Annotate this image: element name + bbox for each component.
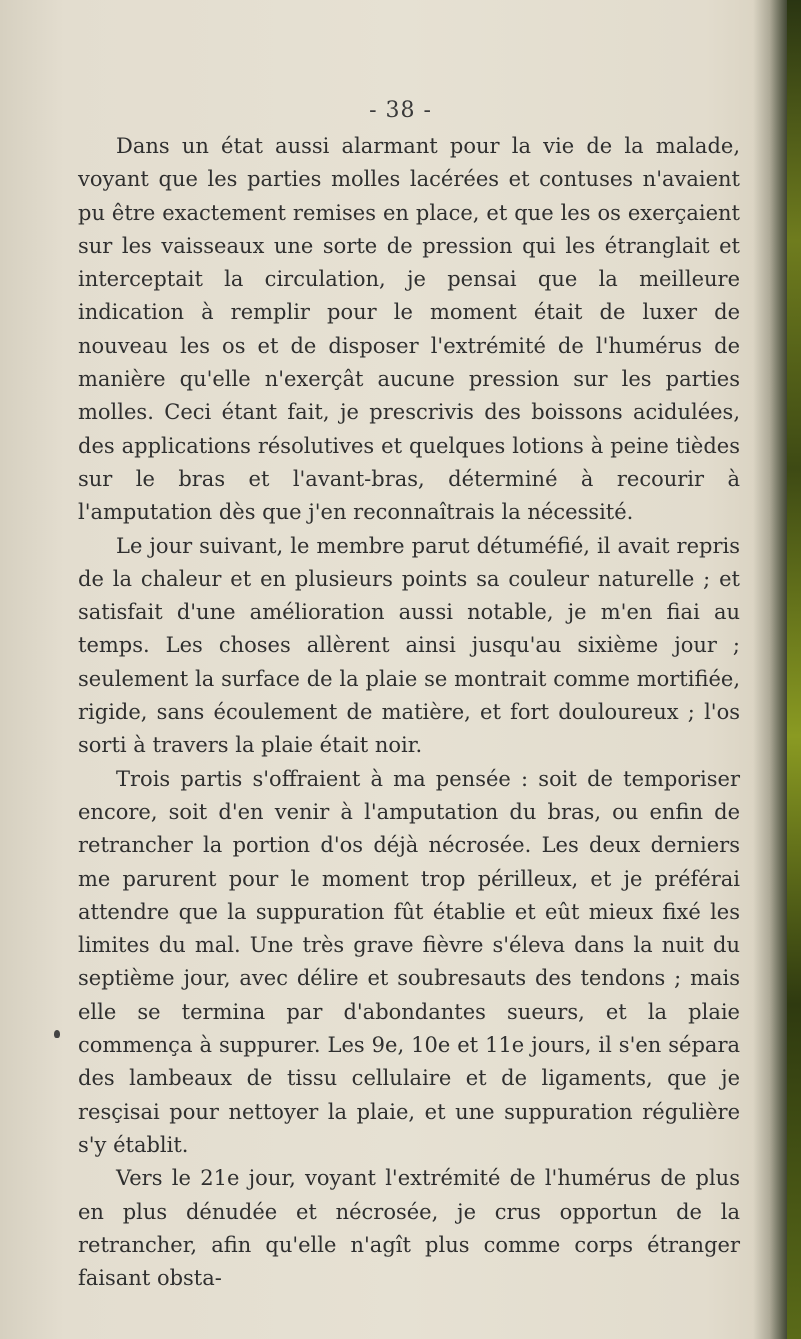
binding-edge xyxy=(787,0,801,1339)
ink-mark xyxy=(54,1030,60,1038)
paragraph-1: Dans un état aussi alarmant pour la vie de la malade, voyant que les parties molles lacérées et contuses n'avaient pu être exactement remises en place, et que les os exerçaient sur les vaisseaux une sorte de pression qui les étranglait et interceptait la circulation, je pensai que la meilleure indication à remplir pour le moment était de luxer de nouveau les os et de disposer l'extrémité de l'humérus de manière qu'elle n'exerçât aucune pression sur les parties molles. Ceci étant fait, je prescrivis des boissons acidulées, des applications résolutives et quelques lotions à peine tièdes sur le bras et l'avant-bras, déterminé à recourir à l'amputation dès que j'en reconnaîtrais la nécessité. xyxy=(78,134,740,525)
page-number: - 38 - xyxy=(369,98,432,123)
body-text xyxy=(78,130,740,1295)
paragraph-4: Vers le 21e jour, voyant l'extrémité de l'humérus de plus en plus dénudée et nécrosée, je crus opportun de la retrancher, afin qu'elle n'agît plus comme corps étranger faisant obsta- xyxy=(78,1166,740,1291)
paragraph-2: Le jour suivant, le membre parut détuméfié, il avait repris de la chaleur et en plusieurs points sa couleur naturelle ; et satisfait d'une amélioration aussi notable, je m'en fiai au temps. Les choses allèrent ainsi jusqu'au sixième jour ; seulement la surface de la plaie se montrait comme mortifiée, rigide, sans écoulement de matière, et fort douloureux ; l'os sorti à travers la plaie était noir. xyxy=(78,533,740,758)
paragraph-3: Trois partis s'offraient à ma pensée : soit de temporiser encore, soit d'en venir à l'amputation du bras, ou enfin de retrancher la portion d'os déjà nécrosée. Les deux derniers me parurent pour le moment trop périlleux, et je préférai attendre que la suppuration fût établie et eût mieux fixé les limites du mal. Une très grave fièvre s'éleva dans la nuit du septième jour, avec délire et soubresauts des tendons ; mais elle se termina par d'abondantes sueurs, et la plaie commença à suppurer. Les 9e, 10e et 11e jours, il s'en sépara des lambeaux de tissu cellulaire et de ligaments, que je resçisai pour nettoyer la plaie, et une suppuration régulière s'y établit. xyxy=(78,766,740,1157)
